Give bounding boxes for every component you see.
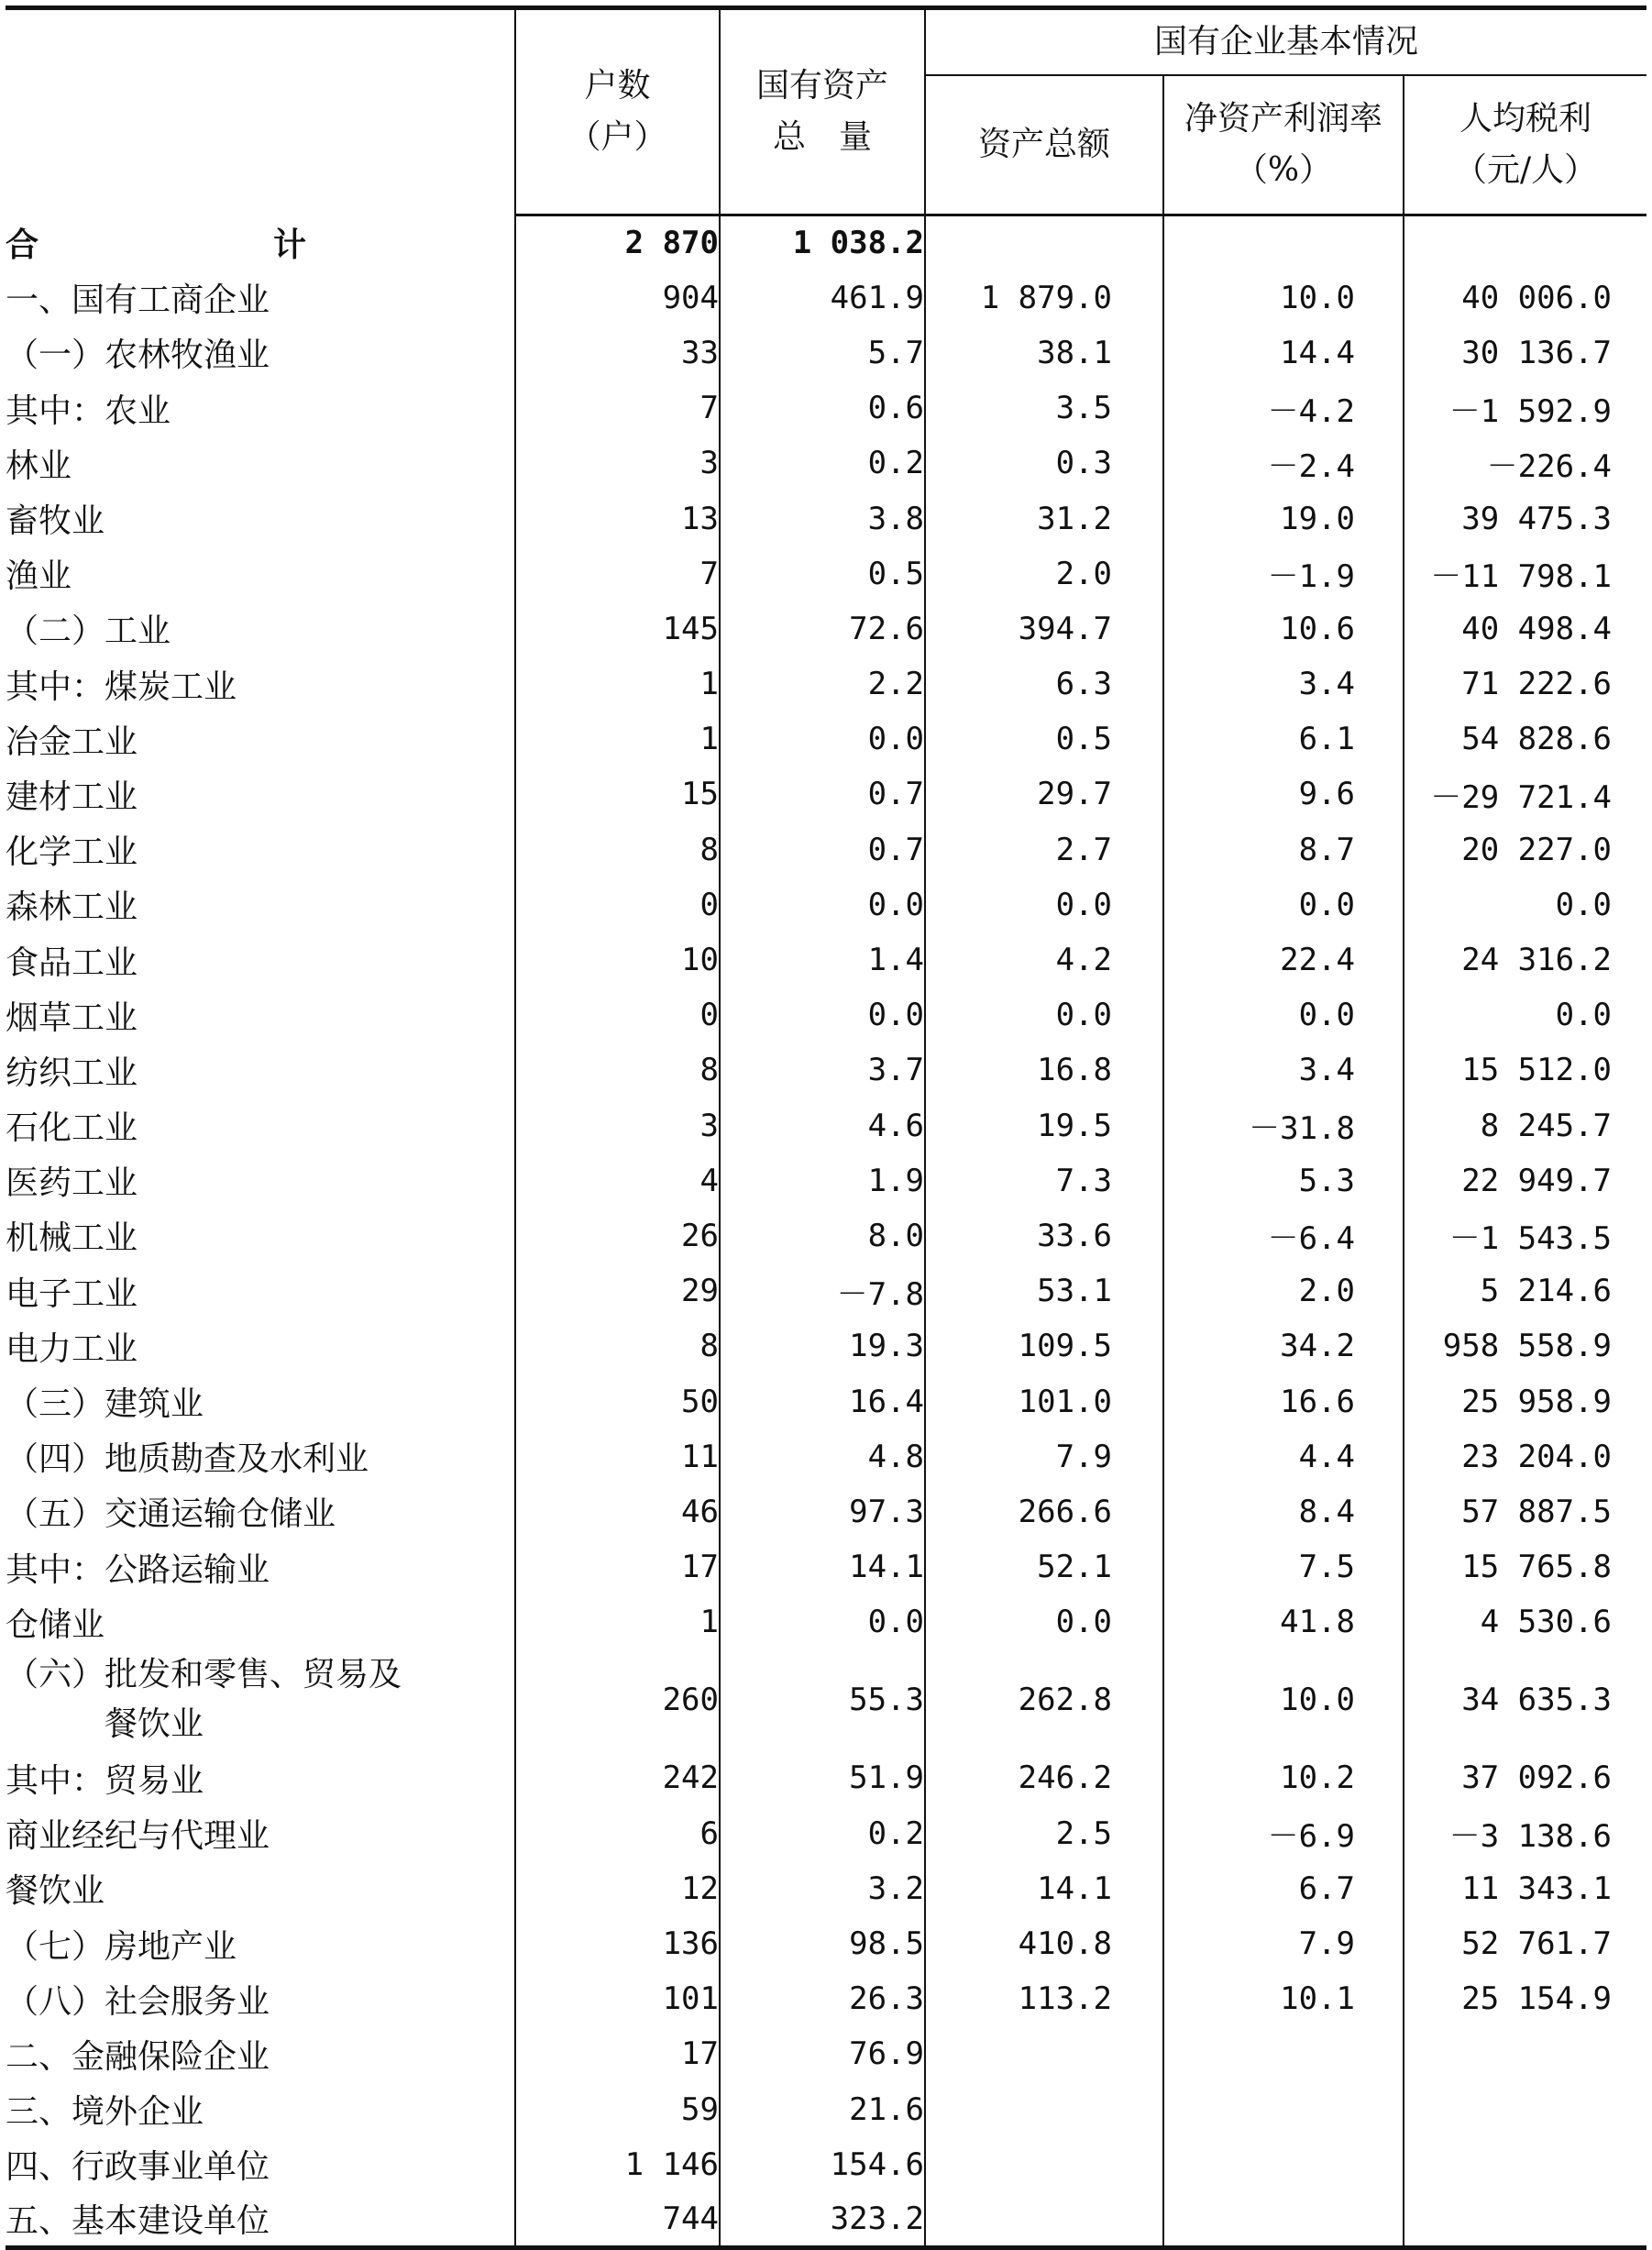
total-assets-cell: 31.2 <box>925 491 1163 546</box>
state-assets-cell: 0.2 <box>720 1806 925 1861</box>
row-label: 电力工业 <box>6 1329 138 1368</box>
row-label: 商业经纪与代理业 <box>6 1817 270 1856</box>
total-assets-cell: 262.8 <box>925 1649 1163 1750</box>
per-capita-tax-cell: 54 828.6 <box>1404 711 1646 767</box>
table-row <box>6 1649 1646 1750</box>
households-cell: 4 <box>515 1153 720 1208</box>
net-profit-rate-cell: 7.5 <box>1163 1539 1404 1594</box>
households-cell: 260 <box>515 1649 720 1750</box>
per-capita-tax-cell: 25 958.9 <box>1404 1373 1646 1428</box>
per-capita-tax-cell: 24 316.2 <box>1404 932 1646 987</box>
per-capita-tax-cell <box>1404 2026 1646 2081</box>
state-assets-cell: 3.8 <box>720 491 925 546</box>
per-capita-tax-cell <box>1404 2192 1646 2247</box>
table-row <box>6 1750 1646 1805</box>
households-cell: 11 <box>515 1429 720 1484</box>
table-row <box>6 491 1646 546</box>
state-assets-cell: 8.0 <box>720 1208 925 1263</box>
households-cell: 1 <box>515 656 720 711</box>
header-total-assets: 资产总额 <box>925 75 1163 215</box>
state-assets-cell: 16.4 <box>720 1373 925 1428</box>
per-capita-tax-cell: 22 949.7 <box>1404 1153 1646 1208</box>
table-row <box>6 1594 1646 1649</box>
total-assets-cell: 14.1 <box>925 1861 1163 1916</box>
per-capita-tax-cell: 11 343.1 <box>1404 1861 1646 1916</box>
row-label: 冶金工业 <box>6 722 138 761</box>
total-assets-cell: 4.2 <box>925 932 1163 987</box>
per-capita-tax-cell: 8 245.7 <box>1404 1098 1646 1153</box>
total-assets-cell <box>925 2026 1163 2081</box>
state-assets-cell: 76.9 <box>720 2026 925 2081</box>
statistics-table-container <box>6 6 1646 2250</box>
table-row <box>6 601 1646 656</box>
table-row <box>6 767 1646 822</box>
net-profit-rate-cell: 19.0 <box>1163 491 1404 546</box>
header-group-soe: 国有企业基本情况 <box>925 8 1646 76</box>
table-row <box>6 1916 1646 1971</box>
state-assets-cell: 0.7 <box>720 822 925 877</box>
row-label: 医药工业 <box>6 1164 138 1203</box>
total-assets-cell: 0.0 <box>925 1594 1163 1649</box>
households-cell: 10 <box>515 932 720 987</box>
state-assets-cell: 26.3 <box>720 1971 925 2026</box>
table-row <box>6 381 1646 436</box>
households-cell: 8 <box>515 822 720 877</box>
header-state-assets: 国有资产 总 量 <box>720 8 925 215</box>
table-row <box>6 1263 1646 1318</box>
households-cell: 13 <box>515 491 720 546</box>
state-assets-cell: 2.2 <box>720 656 925 711</box>
net-profit-rate-cell: 41.8 <box>1163 1594 1404 1649</box>
total-assets-cell: 38.1 <box>925 325 1163 381</box>
state-assets-cell: 21.6 <box>720 2082 925 2137</box>
table-row <box>6 1429 1646 1484</box>
table-row <box>6 1098 1646 1153</box>
total-assets-cell: 246.2 <box>925 1750 1163 1805</box>
table-row <box>6 215 1646 270</box>
per-capita-tax-cell: －1 592.9 <box>1404 381 1646 436</box>
net-profit-rate-cell: 22.4 <box>1163 932 1404 987</box>
table-row <box>6 1042 1646 1097</box>
state-assets-cell: 72.6 <box>720 601 925 656</box>
total-assets-cell <box>925 215 1163 270</box>
table-row <box>6 1861 1646 1916</box>
households-cell: 0 <box>515 987 720 1042</box>
total-assets-cell: 19.5 <box>925 1098 1163 1153</box>
net-profit-rate-cell: －6.9 <box>1163 1806 1404 1861</box>
net-profit-rate-cell: －1.9 <box>1163 546 1404 601</box>
total-assets-cell <box>925 2137 1163 2192</box>
households-cell: 2 870 <box>515 215 720 270</box>
state-assets-table <box>6 6 1646 2250</box>
per-capita-tax-cell: 30 136.7 <box>1404 325 1646 381</box>
state-assets-cell: 97.3 <box>720 1484 925 1539</box>
net-profit-rate-cell: 34.2 <box>1163 1318 1404 1373</box>
households-cell: 101 <box>515 1971 720 2026</box>
net-profit-rate-cell: 0.0 <box>1163 877 1404 932</box>
table-row <box>6 1971 1646 2026</box>
households-cell: 904 <box>515 270 720 325</box>
total-assets-cell: 109.5 <box>925 1318 1163 1373</box>
households-cell: 242 <box>515 1750 720 1805</box>
state-assets-cell: 461.9 <box>720 270 925 325</box>
per-capita-tax-cell: 52 761.7 <box>1404 1916 1646 1971</box>
table-row <box>6 877 1646 932</box>
total-assets-cell: 113.2 <box>925 1971 1163 2026</box>
total-assets-cell: 0.0 <box>925 987 1163 1042</box>
total-assets-cell: 410.8 <box>925 1916 1163 1971</box>
households-cell: 0 <box>515 877 720 932</box>
total-assets-cell: 7.9 <box>925 1429 1163 1484</box>
state-assets-cell: 3.7 <box>720 1042 925 1097</box>
net-profit-rate-cell: 2.0 <box>1163 1263 1404 1318</box>
net-profit-rate-cell: 10.2 <box>1163 1750 1404 1805</box>
net-profit-rate-cell: 0.0 <box>1163 987 1404 1042</box>
table-row <box>6 1806 1646 1861</box>
households-cell: 8 <box>515 1318 720 1373</box>
households-cell: 12 <box>515 1861 720 1916</box>
row-label: （四）地质勘查及水利业 <box>6 1440 369 1479</box>
per-capita-tax-cell: 37 092.6 <box>1404 1750 1646 1805</box>
total-assets-cell: 53.1 <box>925 1263 1163 1318</box>
total-assets-cell: 29.7 <box>925 767 1163 822</box>
per-capita-tax-cell <box>1404 215 1646 270</box>
row-label: （一）农林牧渔业 <box>6 336 270 375</box>
per-capita-tax-cell: 0.0 <box>1404 987 1646 1042</box>
state-assets-cell: 0.2 <box>720 436 925 491</box>
total-assets-cell: 2.5 <box>925 1806 1163 1861</box>
row-label: 一、国有工商企业 <box>6 281 270 320</box>
state-assets-cell: 1.9 <box>720 1153 925 1208</box>
total-assets-cell: 6.3 <box>925 656 1163 711</box>
households-cell: 744 <box>515 2192 720 2247</box>
total-assets-cell <box>925 2192 1163 2247</box>
households-cell: 1 <box>515 1594 720 1649</box>
total-assets-cell: 33.6 <box>925 1208 1163 1263</box>
per-capita-tax-cell: 958 558.9 <box>1404 1318 1646 1373</box>
per-capita-tax-cell: －1 543.5 <box>1404 1208 1646 1263</box>
per-capita-tax-cell: 57 887.5 <box>1404 1484 1646 1539</box>
households-cell: 1 <box>515 711 720 767</box>
per-capita-tax-cell: 20 227.0 <box>1404 822 1646 877</box>
per-capita-tax-cell: －226.4 <box>1404 436 1646 491</box>
row-label: 四、行政事业单位 <box>6 2148 270 2187</box>
row-label: 仓储业 <box>6 1605 105 1644</box>
row-label: 食品工业 <box>6 943 138 982</box>
households-cell: 29 <box>515 1263 720 1318</box>
net-profit-rate-cell: 8.7 <box>1163 822 1404 877</box>
per-capita-tax-cell: 23 204.0 <box>1404 1429 1646 1484</box>
state-assets-cell: 5.7 <box>720 325 925 381</box>
net-profit-rate-cell <box>1163 2026 1404 2081</box>
per-capita-tax-cell <box>1404 2082 1646 2137</box>
per-capita-tax-cell: 15 765.8 <box>1404 1539 1646 1594</box>
households-cell: 26 <box>515 1208 720 1263</box>
per-capita-tax-cell: 0.0 <box>1404 877 1646 932</box>
table-row <box>6 270 1646 325</box>
row-label: 五、基本建设单位 <box>6 2202 270 2241</box>
state-assets-cell: 4.6 <box>720 1098 925 1153</box>
state-assets-cell: 19.3 <box>720 1318 925 1373</box>
table-row <box>6 1484 1646 1539</box>
state-assets-cell: 4.8 <box>720 1429 925 1484</box>
total-assets-cell: 3.5 <box>925 381 1163 436</box>
total-assets-cell: 2.7 <box>925 822 1163 877</box>
net-profit-rate-cell: 5.3 <box>1163 1153 1404 1208</box>
total-assets-cell: 2.0 <box>925 546 1163 601</box>
per-capita-tax-cell: 40 006.0 <box>1404 270 1646 325</box>
state-assets-cell: 1.4 <box>720 932 925 987</box>
households-cell: 46 <box>515 1484 720 1539</box>
state-assets-cell: 0.0 <box>720 711 925 767</box>
net-profit-rate-cell: 7.9 <box>1163 1916 1404 1971</box>
state-assets-cell: 0.6 <box>720 381 925 436</box>
per-capita-tax-cell: 71 222.6 <box>1404 656 1646 711</box>
net-profit-rate-cell: 14.4 <box>1163 325 1404 381</box>
row-label: 餐饮业 <box>6 1872 105 1911</box>
net-profit-rate-cell <box>1163 2192 1404 2247</box>
header-net-profit-rate: 净资产利润率 （%） <box>1163 75 1404 215</box>
row-label: （二）工业 <box>6 612 171 651</box>
header-households: 户数 （户） <box>515 8 720 215</box>
table-row <box>6 1539 1646 1594</box>
households-cell: 6 <box>515 1806 720 1861</box>
households-cell: 50 <box>515 1373 720 1428</box>
table-row <box>6 2082 1646 2137</box>
households-cell: 15 <box>515 767 720 822</box>
net-profit-rate-cell: 3.4 <box>1163 656 1404 711</box>
total-assets-cell: 101.0 <box>925 1373 1163 1428</box>
table-row <box>6 1318 1646 1373</box>
row-label: （七）房地产业 <box>6 1927 237 1966</box>
households-cell: 1 146 <box>515 2137 720 2192</box>
households-cell: 8 <box>515 1042 720 1097</box>
net-profit-rate-cell: －31.8 <box>1163 1098 1404 1153</box>
net-profit-rate-cell: －4.2 <box>1163 381 1404 436</box>
state-assets-cell: 323.2 <box>720 2192 925 2247</box>
net-profit-rate-cell: 10.6 <box>1163 601 1404 656</box>
table-row <box>6 1373 1646 1428</box>
total-assets-cell: 16.8 <box>925 1042 1163 1097</box>
row-label: 合 计 <box>6 226 408 265</box>
header-per-capita-tax: 人均税利 （元/人） <box>1404 75 1646 215</box>
net-profit-rate-cell: 8.4 <box>1163 1484 1404 1539</box>
net-profit-rate-cell: 6.1 <box>1163 711 1404 767</box>
total-assets-cell: 1 879.0 <box>925 270 1163 325</box>
row-label: 纺织工业 <box>6 1053 138 1092</box>
households-cell: 33 <box>515 325 720 381</box>
row-label: 畜牧业 <box>6 502 105 541</box>
state-assets-cell: 55.3 <box>720 1649 925 1750</box>
net-profit-rate-cell: 10.1 <box>1163 1971 1404 2026</box>
state-assets-cell: 0.0 <box>720 1594 925 1649</box>
table-row <box>6 987 1646 1042</box>
per-capita-tax-cell: 15 512.0 <box>1404 1042 1646 1097</box>
net-profit-rate-cell: 4.4 <box>1163 1429 1404 1484</box>
row-label: 建材工业 <box>6 778 138 816</box>
table-body <box>6 215 1646 2248</box>
row-label: 石化工业 <box>6 1109 138 1148</box>
row-label: 其中：贸易业 <box>6 1761 204 1800</box>
state-assets-cell: 154.6 <box>720 2137 925 2192</box>
state-assets-cell: 98.5 <box>720 1916 925 1971</box>
total-assets-cell: 0.0 <box>925 877 1163 932</box>
row-label: 渔业 <box>6 557 72 596</box>
households-cell: 17 <box>515 1539 720 1594</box>
state-assets-cell: 0.7 <box>720 767 925 822</box>
total-assets-cell: 7.3 <box>925 1153 1163 1208</box>
row-label: 其中：煤炭工业 <box>6 667 237 706</box>
per-capita-tax-cell: －11 798.1 <box>1404 546 1646 601</box>
net-profit-rate-cell: －2.4 <box>1163 436 1404 491</box>
households-cell: 7 <box>515 546 720 601</box>
state-assets-cell: 0.0 <box>720 987 925 1042</box>
net-profit-rate-cell <box>1163 215 1404 270</box>
table-row <box>6 932 1646 987</box>
net-profit-rate-cell: 9.6 <box>1163 767 1404 822</box>
households-cell: 136 <box>515 1916 720 1971</box>
households-cell: 59 <box>515 2082 720 2137</box>
net-profit-rate-cell <box>1163 2137 1404 2192</box>
table-row <box>6 822 1646 877</box>
state-assets-cell: 0.5 <box>720 546 925 601</box>
row-label: 其中：农业 <box>6 392 171 430</box>
state-assets-cell: 14.1 <box>720 1539 925 1594</box>
per-capita-tax-cell: 5 214.6 <box>1404 1263 1646 1318</box>
total-assets-cell: 52.1 <box>925 1539 1163 1594</box>
households-cell: 145 <box>515 601 720 656</box>
households-cell: 3 <box>515 1098 720 1153</box>
row-label: 三、境外企业 <box>6 2093 204 2132</box>
state-assets-cell: 1 038.2 <box>720 215 925 270</box>
row-label: 林业 <box>6 447 72 485</box>
header-category <box>6 8 515 215</box>
households-cell: 3 <box>515 436 720 491</box>
row-label: 二、金融保险企业 <box>6 2037 270 2076</box>
table-row <box>6 2192 1646 2247</box>
per-capita-tax-cell: －3 138.6 <box>1404 1806 1646 1861</box>
table-row <box>6 2026 1646 2081</box>
table-row <box>6 546 1646 601</box>
net-profit-rate-cell: 10.0 <box>1163 1649 1404 1750</box>
row-label: （八）社会服务业 <box>6 1982 270 2021</box>
table-row <box>6 325 1646 381</box>
households-cell: 7 <box>515 381 720 436</box>
total-assets-cell: 0.3 <box>925 436 1163 491</box>
row-label: 机械工业 <box>6 1219 138 1258</box>
per-capita-tax-cell: 40 498.4 <box>1404 601 1646 656</box>
row-label: 烟草工业 <box>6 998 138 1037</box>
table-row <box>6 656 1646 711</box>
table-row <box>6 1153 1646 1208</box>
households-cell: 17 <box>515 2026 720 2081</box>
total-assets-cell: 394.7 <box>925 601 1163 656</box>
total-assets-cell: 266.6 <box>925 1484 1163 1539</box>
per-capita-tax-cell: 25 154.9 <box>1404 1971 1646 2026</box>
state-assets-cell: 3.2 <box>720 1861 925 1916</box>
row-label: （三）建筑业 <box>6 1385 204 1424</box>
per-capita-tax-cell: 4 530.6 <box>1404 1594 1646 1649</box>
row-label: 森林工业 <box>6 888 138 927</box>
row-label: 其中：公路运输业 <box>6 1550 270 1589</box>
state-assets-cell: 0.0 <box>720 877 925 932</box>
table-row <box>6 1208 1646 1263</box>
total-assets-cell <box>925 2082 1163 2137</box>
table-row <box>6 2137 1646 2192</box>
per-capita-tax-cell: －29 721.4 <box>1404 767 1646 822</box>
row-label: 电子工业 <box>6 1274 138 1313</box>
row-label: （六）批发和零售、贸易及 餐饮业 <box>6 1656 402 1744</box>
state-assets-cell: －7.8 <box>720 1263 925 1318</box>
net-profit-rate-cell: 16.6 <box>1163 1373 1404 1428</box>
per-capita-tax-cell: 39 475.3 <box>1404 491 1646 546</box>
table-row <box>6 711 1646 767</box>
table-row <box>6 436 1646 491</box>
per-capita-tax-cell: 34 635.3 <box>1404 1649 1646 1750</box>
row-label: 化学工业 <box>6 833 138 872</box>
state-assets-cell: 51.9 <box>720 1750 925 1805</box>
per-capita-tax-cell <box>1404 2137 1646 2192</box>
net-profit-rate-cell: 10.0 <box>1163 270 1404 325</box>
total-assets-cell: 0.5 <box>925 711 1163 767</box>
net-profit-rate-cell: 6.7 <box>1163 1861 1404 1916</box>
net-profit-rate-cell: 3.4 <box>1163 1042 1404 1097</box>
row-label: （五）交通运输仓储业 <box>6 1495 336 1534</box>
net-profit-rate-cell <box>1163 2082 1404 2137</box>
net-profit-rate-cell: －6.4 <box>1163 1208 1404 1263</box>
